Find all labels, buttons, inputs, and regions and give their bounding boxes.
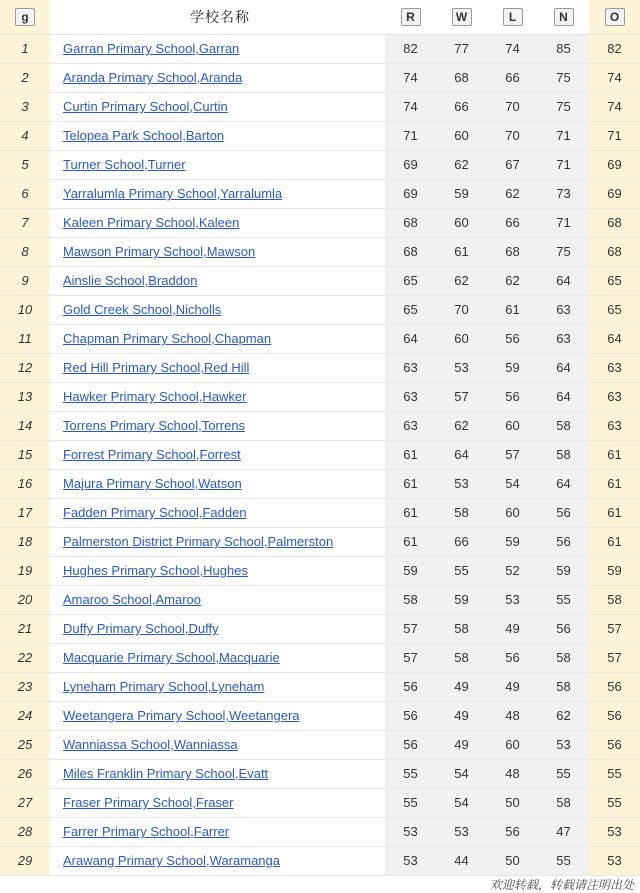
table-row: [0, 382, 640, 411]
school-name-cell: [50, 846, 385, 875]
l-score-cell: 56: [487, 817, 538, 846]
rank-cell: 18: [0, 527, 50, 556]
l-score-cell: 56: [487, 643, 538, 672]
n-score-cell: 64: [538, 266, 589, 295]
rank-cell: 15: [0, 440, 50, 469]
l-score-cell: 50: [487, 788, 538, 817]
rank-cell: 29: [0, 846, 50, 875]
table-row: [0, 237, 640, 266]
school-name-cell: [50, 208, 385, 237]
l-score-cell: 48: [487, 759, 538, 788]
w-score-cell: 58: [436, 614, 487, 643]
o-score-cell: 59: [589, 556, 640, 585]
rank-cell: 10: [0, 295, 50, 324]
n-score-cell: 85: [538, 34, 589, 63]
school-name-cell: [50, 585, 385, 614]
school-name-cell: [50, 759, 385, 788]
n-score-cell: 55: [538, 585, 589, 614]
o-score-cell: 56: [589, 672, 640, 701]
rank-cell: 14: [0, 411, 50, 440]
l-score-cell: 54: [487, 469, 538, 498]
o-score-cell: 57: [589, 643, 640, 672]
n-score-cell: 71: [538, 150, 589, 179]
n-score-cell: 62: [538, 701, 589, 730]
w-score-cell: 57: [436, 382, 487, 411]
school-name-cell: [50, 817, 385, 846]
n-score-cell: 64: [538, 353, 589, 382]
r-score-cell: 69: [385, 150, 436, 179]
table-row: [0, 411, 640, 440]
school-link[interactable]: Red Hill Primary School,Red Hill: [63, 360, 250, 375]
l-score-cell: 62: [487, 266, 538, 295]
school-name-cell: [50, 469, 385, 498]
table-row: [0, 730, 640, 759]
r-score-cell: 82: [385, 34, 436, 63]
table-row: [0, 643, 640, 672]
table-row: [0, 440, 640, 469]
rank-cell: 1: [0, 34, 50, 63]
table-row: [0, 92, 640, 121]
o-score-cell: 63: [589, 382, 640, 411]
school-link[interactable]: Weetangera Primary School,Weetangera: [63, 708, 300, 723]
o-score-cell: 74: [589, 63, 640, 92]
rank-cell: 26: [0, 759, 50, 788]
o-score-cell: 65: [589, 266, 640, 295]
table-row: [0, 585, 640, 614]
w-score-cell: 54: [436, 788, 487, 817]
o-score-cell: 57: [589, 614, 640, 643]
school-name-cell: [50, 527, 385, 556]
school-name-cell: [50, 730, 385, 759]
n-score-cell: 63: [538, 324, 589, 353]
r-score-cell: 65: [385, 266, 436, 295]
w-score-cell: 62: [436, 411, 487, 440]
table-row: [0, 208, 640, 237]
o-score-cell: 63: [589, 353, 640, 382]
r-score-cell: 61: [385, 527, 436, 556]
table-row: [0, 353, 640, 382]
o-score-cell: 68: [589, 237, 640, 266]
repost-notice: 欢迎转载，转载请注明出处: [489, 878, 634, 892]
l-score-cell: 59: [487, 527, 538, 556]
r-score-cell: 56: [385, 701, 436, 730]
header-r[interactable]: [385, 0, 436, 34]
school-link[interactable]: Majura Primary School,Watson: [63, 476, 242, 491]
l-score-cell: 70: [487, 92, 538, 121]
r-score-cell: 61: [385, 469, 436, 498]
l-score-cell: 59: [487, 353, 538, 382]
o-score-cell: 61: [589, 469, 640, 498]
rank-cell: 23: [0, 672, 50, 701]
r-score-cell: 61: [385, 440, 436, 469]
school-name-cell: [50, 324, 385, 353]
o-score-cell: 82: [589, 34, 640, 63]
school-name-cell: [50, 788, 385, 817]
table-row: [0, 701, 640, 730]
school-link[interactable]: Aranda Primary School,Aranda: [63, 70, 243, 85]
table-row: [0, 469, 640, 498]
w-score-cell: 64: [436, 440, 487, 469]
n-score-cell: 59: [538, 556, 589, 585]
school-name-cell: [50, 266, 385, 295]
table-row: [0, 817, 640, 846]
rank-cell: 16: [0, 469, 50, 498]
n-score-cell: 58: [538, 788, 589, 817]
l-score-cell: 60: [487, 498, 538, 527]
rank-cell: 11: [0, 324, 50, 353]
w-score-cell: 58: [436, 643, 487, 672]
w-score-cell: 59: [436, 179, 487, 208]
school-name-cell: [50, 498, 385, 527]
n-score-cell: 73: [538, 179, 589, 208]
w-score-cell: 53: [436, 353, 487, 382]
school-link[interactable]: Fraser Primary School,Fraser: [63, 795, 234, 810]
rank-cell: 3: [0, 92, 50, 121]
w-score-cell: 53: [436, 817, 487, 846]
r-score-cell: 56: [385, 672, 436, 701]
school-link[interactable]: Hughes Primary School,Hughes: [63, 563, 248, 578]
r-score-cell: 57: [385, 614, 436, 643]
o-score-cell: 53: [589, 817, 640, 846]
r-score-cell: 59: [385, 556, 436, 585]
n-score-cell: 71: [538, 121, 589, 150]
header-row: [0, 0, 640, 34]
l-score-cell: 53: [487, 585, 538, 614]
header-school-name: 学校名称: [50, 0, 385, 34]
table-row: [0, 34, 640, 63]
w-score-cell: 60: [436, 324, 487, 353]
o-score-cell: 53: [589, 846, 640, 875]
n-score-cell: 58: [538, 411, 589, 440]
l-score-cell: 49: [487, 614, 538, 643]
r-score-cell: 64: [385, 324, 436, 353]
o-score-cell: 56: [589, 701, 640, 730]
l-score-cell: 57: [487, 440, 538, 469]
school-link[interactable]: Amaroo School,Amaroo: [63, 592, 202, 607]
n-score-cell: 75: [538, 92, 589, 121]
l-score-cell: 60: [487, 730, 538, 759]
school-name-cell: [50, 411, 385, 440]
o-score-cell: 71: [589, 121, 640, 150]
rank-cell: 2: [0, 63, 50, 92]
l-score-cell: 66: [487, 63, 538, 92]
school-link[interactable]: Fadden Primary School,Fadden: [63, 505, 247, 520]
o-score-cell: 56: [589, 730, 640, 759]
o-score-cell: 74: [589, 92, 640, 121]
school-link[interactable]: Ainslie School,Braddon: [63, 273, 198, 288]
rank-cell: 6: [0, 179, 50, 208]
table-row: [0, 121, 640, 150]
l-score-cell: 74: [487, 34, 538, 63]
rank-cell: 5: [0, 150, 50, 179]
r-score-cell: 69: [385, 179, 436, 208]
school-link[interactable]: Gold Creek School,Nicholls: [63, 302, 222, 317]
school-name-cell: [50, 672, 385, 701]
school-name-cell: [50, 643, 385, 672]
header-w-label: W: [452, 8, 472, 26]
school-link[interactable]: Miles Franklin Primary School,Evatt: [63, 766, 269, 781]
o-score-cell: 58: [589, 585, 640, 614]
l-score-cell: 49: [487, 672, 538, 701]
n-score-cell: 64: [538, 469, 589, 498]
table-row: [0, 150, 640, 179]
table-row: [0, 266, 640, 295]
r-score-cell: 68: [385, 208, 436, 237]
n-score-cell: 75: [538, 63, 589, 92]
w-score-cell: 59: [436, 585, 487, 614]
n-score-cell: 53: [538, 730, 589, 759]
header-o-label: O: [605, 8, 625, 26]
rank-cell: 21: [0, 614, 50, 643]
n-score-cell: 56: [538, 614, 589, 643]
header-rank-label: g: [15, 8, 35, 26]
school-name-cell: [50, 440, 385, 469]
header-n-label: N: [554, 8, 574, 26]
w-score-cell: 49: [436, 672, 487, 701]
school-link[interactable]: Farrer Primary School,Farrer: [63, 824, 230, 839]
r-score-cell: 63: [385, 353, 436, 382]
w-score-cell: 58: [436, 498, 487, 527]
o-score-cell: 61: [589, 440, 640, 469]
n-score-cell: 55: [538, 846, 589, 875]
o-score-cell: 61: [589, 498, 640, 527]
o-score-cell: 63: [589, 411, 640, 440]
table-row: [0, 498, 640, 527]
school-name-cell: [50, 701, 385, 730]
o-score-cell: 69: [589, 179, 640, 208]
school-link[interactable]: Duffy Primary School,Duffy: [63, 621, 219, 636]
n-score-cell: 71: [538, 208, 589, 237]
school-name-cell: [50, 614, 385, 643]
school-name-cell: [50, 237, 385, 266]
n-score-cell: 56: [538, 498, 589, 527]
school-link[interactable]: Kaleen Primary School,Kaleen: [63, 215, 240, 230]
school-link[interactable]: Curtin Primary School,Curtin: [63, 99, 228, 114]
r-score-cell: 68: [385, 237, 436, 266]
w-score-cell: 60: [436, 121, 487, 150]
o-score-cell: 64: [589, 324, 640, 353]
o-score-cell: 68: [589, 208, 640, 237]
n-score-cell: 56: [538, 527, 589, 556]
o-score-cell: 65: [589, 295, 640, 324]
school-name-cell: [50, 556, 385, 585]
l-score-cell: 56: [487, 382, 538, 411]
w-score-cell: 53: [436, 469, 487, 498]
r-score-cell: 58: [385, 585, 436, 614]
r-score-cell: 57: [385, 643, 436, 672]
header-n[interactable]: [538, 0, 589, 34]
w-score-cell: 54: [436, 759, 487, 788]
table-row: [0, 295, 640, 324]
r-score-cell: 74: [385, 92, 436, 121]
school-link[interactable]: Forrest Primary School,Forrest: [63, 447, 241, 462]
o-score-cell: 55: [589, 788, 640, 817]
rank-cell: 28: [0, 817, 50, 846]
r-score-cell: 71: [385, 121, 436, 150]
w-score-cell: 61: [436, 237, 487, 266]
w-score-cell: 66: [436, 527, 487, 556]
l-score-cell: 48: [487, 701, 538, 730]
l-score-cell: 68: [487, 237, 538, 266]
rank-cell: 4: [0, 121, 50, 150]
n-score-cell: 58: [538, 440, 589, 469]
school-link[interactable]: Lyneham Primary School,Lyneham: [63, 679, 265, 694]
l-score-cell: 60: [487, 411, 538, 440]
table-row: [0, 179, 640, 208]
rank-cell: 24: [0, 701, 50, 730]
w-score-cell: 62: [436, 266, 487, 295]
n-score-cell: 58: [538, 643, 589, 672]
rank-cell: 22: [0, 643, 50, 672]
header-o[interactable]: [589, 0, 640, 34]
rank-cell: 12: [0, 353, 50, 382]
table-row: [0, 324, 640, 353]
w-score-cell: 55: [436, 556, 487, 585]
n-score-cell: 64: [538, 382, 589, 411]
l-score-cell: 70: [487, 121, 538, 150]
w-score-cell: 77: [436, 34, 487, 63]
table-row: [0, 556, 640, 585]
w-score-cell: 66: [436, 92, 487, 121]
w-score-cell: 49: [436, 730, 487, 759]
w-score-cell: 44: [436, 846, 487, 875]
n-score-cell: 63: [538, 295, 589, 324]
r-score-cell: 63: [385, 382, 436, 411]
r-score-cell: 74: [385, 63, 436, 92]
header-l[interactable]: [487, 0, 538, 34]
school-name-cell: [50, 150, 385, 179]
table-row: [0, 788, 640, 817]
rank-cell: 27: [0, 788, 50, 817]
n-score-cell: 75: [538, 237, 589, 266]
school-name-cell: [50, 353, 385, 382]
w-score-cell: 62: [436, 150, 487, 179]
table-row: [0, 759, 640, 788]
r-score-cell: 63: [385, 411, 436, 440]
rank-cell: 25: [0, 730, 50, 759]
header-r-label: R: [401, 8, 421, 26]
school-link[interactable]: Torrens Primary School,Torrens: [63, 418, 246, 433]
w-score-cell: 70: [436, 295, 487, 324]
rank-cell: 20: [0, 585, 50, 614]
school-name-cell: [50, 63, 385, 92]
table-row: [0, 846, 640, 875]
r-score-cell: 65: [385, 295, 436, 324]
o-score-cell: 61: [589, 527, 640, 556]
l-score-cell: 62: [487, 179, 538, 208]
school-name-cell: [50, 92, 385, 121]
r-score-cell: 55: [385, 788, 436, 817]
school-name-cell: [50, 295, 385, 324]
school-link[interactable]: Wanniassa School,Wanniassa: [63, 737, 238, 752]
table-row: [0, 614, 640, 643]
table-row: [0, 527, 640, 556]
l-score-cell: 50: [487, 846, 538, 875]
table-row: [0, 672, 640, 701]
n-score-cell: 55: [538, 759, 589, 788]
o-score-cell: 55: [589, 759, 640, 788]
header-rank[interactable]: [0, 0, 50, 34]
n-score-cell: 47: [538, 817, 589, 846]
school-name-cell: [50, 179, 385, 208]
school-link[interactable]: Turner School,Turner: [63, 157, 186, 172]
rank-cell: 7: [0, 208, 50, 237]
l-score-cell: 67: [487, 150, 538, 179]
school-link[interactable]: Yarralumla Primary School,Yarralumla: [63, 186, 283, 201]
n-score-cell: 58: [538, 672, 589, 701]
school-name-cell: [50, 121, 385, 150]
r-score-cell: 53: [385, 846, 436, 875]
r-score-cell: 53: [385, 817, 436, 846]
l-score-cell: 66: [487, 208, 538, 237]
r-score-cell: 55: [385, 759, 436, 788]
rank-cell: 8: [0, 237, 50, 266]
header-w[interactable]: [436, 0, 487, 34]
school-name-cell: [50, 382, 385, 411]
header-l-label: L: [503, 8, 523, 26]
table-row: [0, 63, 640, 92]
l-score-cell: 56: [487, 324, 538, 353]
rank-cell: 9: [0, 266, 50, 295]
school-link[interactable]: Garran Primary School,Garran: [63, 41, 240, 56]
school-link[interactable]: Arawang Primary School,Waramanga: [63, 853, 280, 868]
w-score-cell: 49: [436, 701, 487, 730]
school-link[interactable]: Macquarie Primary School,Macquarie: [63, 650, 280, 665]
rank-cell: 13: [0, 382, 50, 411]
school-link[interactable]: Hawker Primary School,Hawker: [63, 389, 247, 404]
school-link[interactable]: Telopea Park School,Barton: [63, 128, 225, 143]
l-score-cell: 61: [487, 295, 538, 324]
school-name-cell: [50, 34, 385, 63]
o-score-cell: 69: [589, 150, 640, 179]
r-score-cell: 61: [385, 498, 436, 527]
r-score-cell: 56: [385, 730, 436, 759]
school-link[interactable]: Chapman Primary School,Chapman: [63, 331, 272, 346]
w-score-cell: 60: [436, 208, 487, 237]
rank-cell: 19: [0, 556, 50, 585]
school-link[interactable]: Mawson Primary School,Mawson: [63, 244, 256, 259]
l-score-cell: 52: [487, 556, 538, 585]
w-score-cell: 68: [436, 63, 487, 92]
rank-cell: 17: [0, 498, 50, 527]
school-link[interactable]: Palmerston District Primary School,Palmerston: [63, 534, 334, 549]
